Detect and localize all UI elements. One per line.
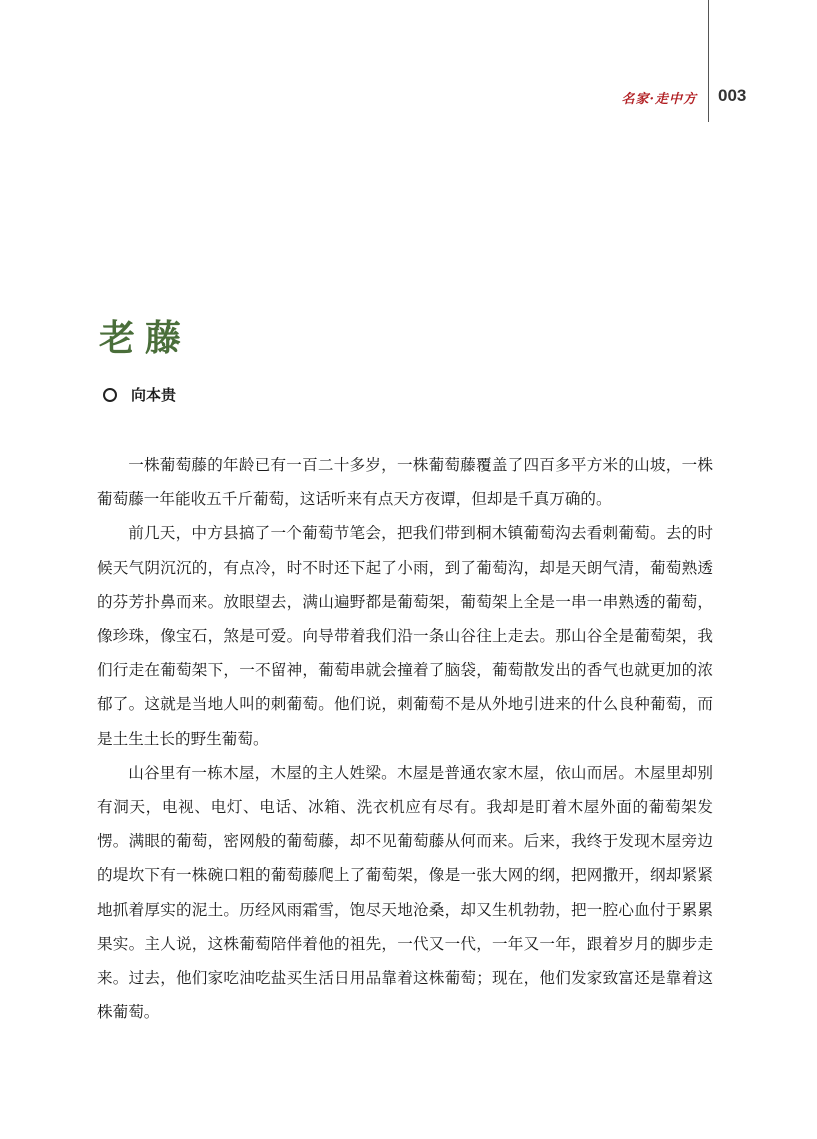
running-head: 名家·走中方 — [621, 92, 697, 107]
article-title: 老藤 — [99, 317, 192, 359]
circle-bullet-icon — [103, 388, 117, 402]
article-body — [97, 448, 713, 1029]
byline — [103, 384, 176, 405]
header-divider — [708, 0, 709, 122]
author-name: 向本贵 — [131, 386, 177, 404]
paragraph: 山谷里有一栋木屋，木屋的主人姓梁。木屋是普通农家木屋，依山而居。木屋里却别有洞天，电视、电灯、电话、冰箱、洗衣机应有尽有。我却是盯着木屋外面的葡萄架发愣。满眼的葡萄，密网般的葡萄藤，却不见葡萄藤从何而来。后来，我终于发现木屋旁边的堤坎下有一株碗口粗的葡萄藤爬上了葡萄架，像是一张大网的纲，把网撒开，纲却紧紧地抓着厚实的泥土。历经风雨霜雪，饱尽天地沧桑，却又生机勃勃，把一腔心血付于累累果实。主人说，这株葡萄陪伴着他的祖先，一代又一代，一年又一年，跟着岁月的脚步走来。过去，他们家吃油吃盐买生活日用品靠着这株葡萄；现在，他们发家致富还是靠着这株葡萄。 — [97, 763, 713, 1022]
paragraph: 一株葡萄藤的年龄已有一百二十多岁，一株葡萄藤覆盖了四百多平方米的山坡，一株葡萄藤一年能收五千斤葡萄，这话听来有点天方夜谭，但却是千真万确的。 — [97, 456, 713, 509]
page-number: 003 — [718, 86, 747, 105]
paragraph: 前几天，中方县搞了一个葡萄节笔会，把我们带到桐木镇葡萄沟去看刺葡萄。去的时候天气阴沉沉的，有点冷，时不时还下起了小雨，到了葡萄沟，却是天朗气清，葡萄熟透的芬芳扑鼻而来。放眼望去，满山遍野都是葡萄架，葡萄架上全是一串一串熟透的葡萄，像珍珠，像宝石，煞是可爱。向导带着我们沿一条山谷往上走去。那山谷全是葡萄架，我们行走在葡萄架下，一不留神，葡萄串就会撞着了脑袋，葡萄散发出的香气也就更加的浓郁了。这就是当地人叫的刺葡萄。他们说，刺葡萄不是从外地引进来的什么良种葡萄，而是土生土长的野生葡萄。 — [97, 524, 713, 748]
